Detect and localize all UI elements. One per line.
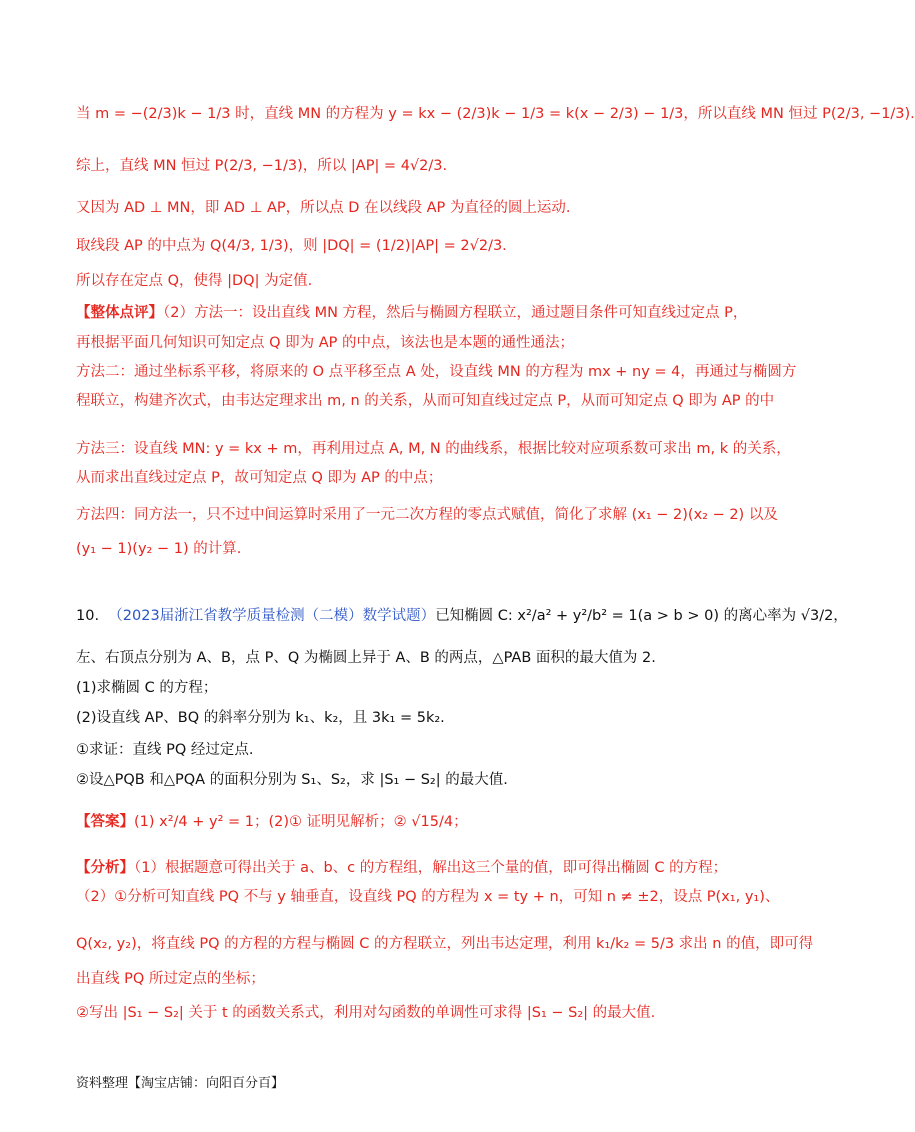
text-line: 再根据平面几何知识可知定点 Q 即为 AP 的中点，该法也是本题的通性通法； xyxy=(76,335,575,351)
text-line: 取线段 AP 的中点为 Q(4/3, 1/3)，则 |DQ| = (1/2)|AP| = 2√2/3. xyxy=(76,238,507,254)
analysis-line: 【分析】（1）根据题意可得出关于 a、b、c 的方程组，解出这三个量的值，即可得出椭圆 C 的方程； xyxy=(76,860,728,876)
text-line: 程联立，构建齐次式，由韦达定理求出 m, n 的关系，从而可知直线过定点 P，从而可知定点 Q 即为 AP 的中 xyxy=(76,393,775,409)
text-line: （2）①分析可知直线 PQ 不与 y 轴垂直，设直线 PQ 的方程为 x = ty + n，可知 n ≠ ±2，设点 P(x₁, y₁)、 xyxy=(76,889,780,905)
problem-header: 10. （2023届浙江省教学质量检测（二模）数学试题）已知椭圆 C: x²/a² + y²/b² = 1(a > b > 0) 的离心率为 √3/2， xyxy=(76,608,848,624)
answer-line: 【答案】(1) x²/4 + y² = 1；(2)① 证明见解析；② √15/4； xyxy=(76,814,468,830)
text-line: 方法三：设直线 MN: y = kx + m，再利用过点 A, M, N 的曲线系，根据比较对应项系数可求出 m, k 的关系， xyxy=(76,441,791,457)
text-line: Q(x₂, y₂)，将直线 PQ 的方程的方程与椭圆 C 的方程联立，列出韦达定理，利用 k₁/k₂ = 5/3 求出 n 的值，即可得 xyxy=(76,936,814,952)
text-line: 方法二：通过坐标系平移，将原来的 O 点平移至点 A 处，设直线 MN 的方程为 mx + ny = 4，再通过与椭圆方 xyxy=(76,364,797,380)
footer: 资料整理【淘宝店铺：向阳百分百】 xyxy=(76,1076,285,1091)
text-line: 左、右顶点分别为 A、B，点 P、Q 为椭圆上异于 A、B 的两点，△PAB 面积的最大值为 2. xyxy=(76,650,656,666)
text-line: 当 m = −(2/3)k − 1/3 时，直线 MN 的方程为 y = kx − (2/3)k − 1/3 = k(x − 2/3) − 1/3，所以直线 MN 恒过 P(2/3, −1/3). xyxy=(76,106,915,122)
text-line: ①求证：直线 PQ 经过定点. xyxy=(76,742,254,758)
text-line: 【整体点评】（2）方法一：设出直线 MN 方程，然后与椭圆方程联立，通过题目条件可知直线过定点 P， xyxy=(76,305,748,321)
text-line: 又因为 AD ⊥ MN，即 AD ⊥ AP，所以点 D 在以线段 AP 为直径的圆上运动. xyxy=(76,200,571,216)
text-line: ②设△PQB 和△PQA 的面积分别为 S₁、S₂，求 |S₁ − S₂| 的最大值. xyxy=(76,772,508,788)
text-line: ②写出 |S₁ − S₂| 关于 t 的函数关系式，利用对勾函数的单调性可求得 |S₁ − S₂| 的最大值. xyxy=(76,1005,656,1021)
text-line: 从而求出直线过定点 P，故可知定点 Q 即为 AP 的中点； xyxy=(76,470,443,486)
text-line: (2)设直线 AP、BQ 的斜率分别为 k₁、k₂，且 3k₁ = 5k₂. xyxy=(76,710,445,726)
text-line: 综上，直线 MN 恒过 P(2/3, −1/3)，所以 |AP| = 4√2/3. xyxy=(76,158,448,174)
text-line: (1)求椭圆 C 的方程； xyxy=(76,680,218,696)
text-line: 出直线 PQ 所过定点的坐标； xyxy=(76,971,265,987)
text-line: (y₁ − 1)(y₂ − 1) 的计算. xyxy=(76,541,242,557)
text-line: 方法四：同方法一，只不过中间运算时采用了一元二次方程的零点式赋值，简化了求解 (x₁ − 2)(x₂ − 2) 以及 xyxy=(76,507,778,523)
text-line: 所以存在定点 Q，使得 |DQ| 为定值. xyxy=(76,273,313,289)
